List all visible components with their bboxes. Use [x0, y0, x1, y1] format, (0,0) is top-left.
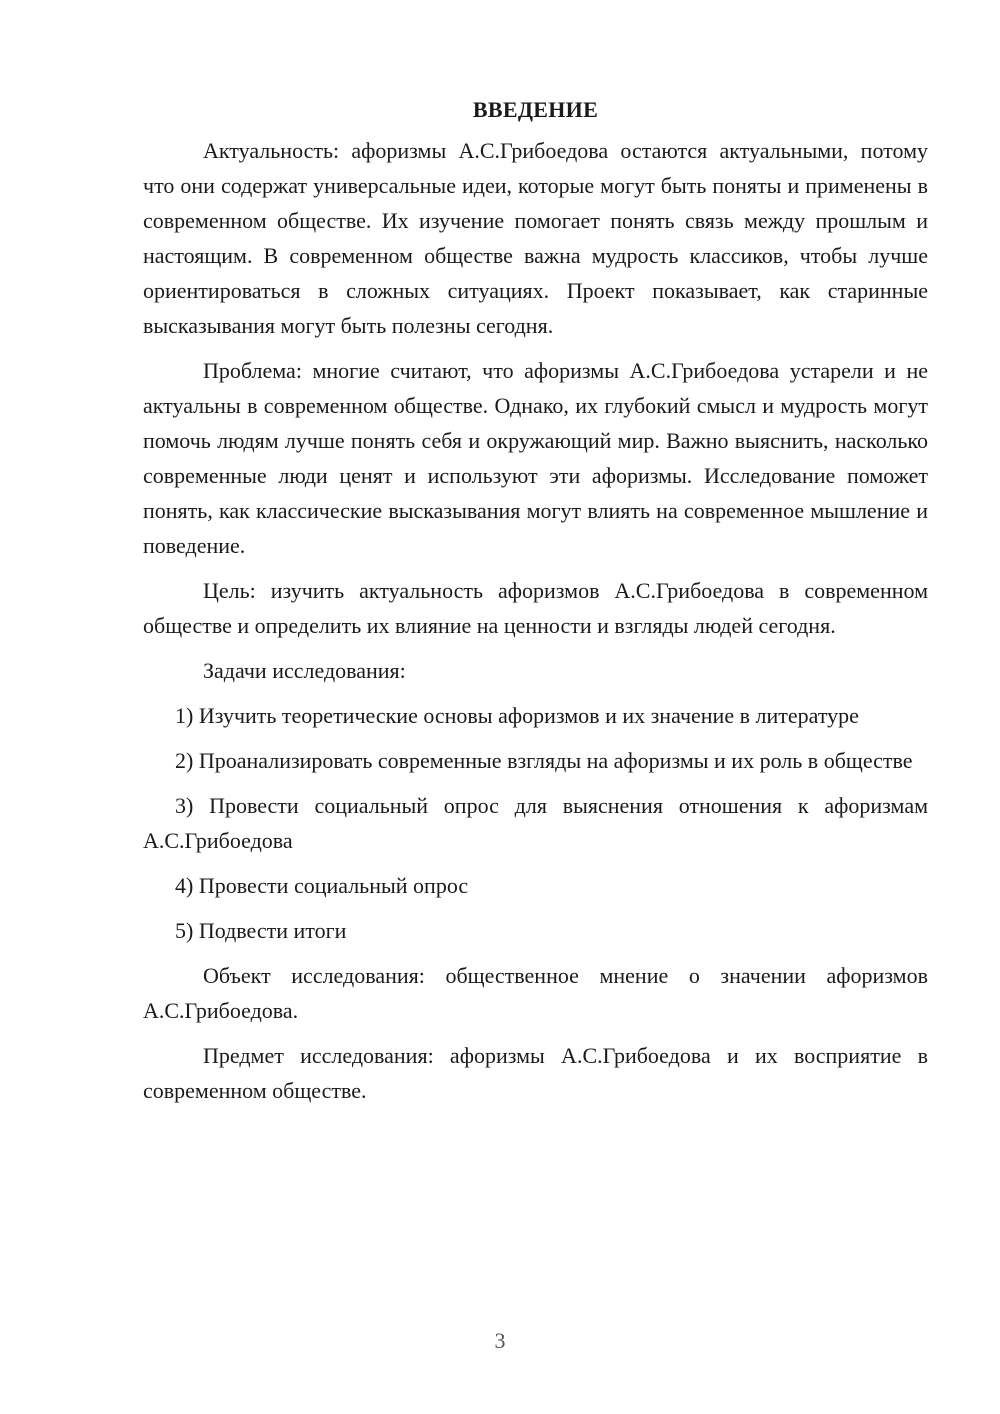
task-item: 1) Изучить теоретические основы афоризмов и их значение в литературе — [175, 703, 859, 728]
relevance-paragraph: Актуальность: афоризмы А.С.Грибоедова остаются актуальными, потому что они содержат универсальные идеи, которые могут быть поняты и применены в современном обществе. Их изучение помогает понять связь между прошлым и настоящим. В современном обществе важна мудрость классиков, чтобы лучше ориентироваться в сложных ситуациях. Проект показывает, как старинные высказывания могут быть полезны сегодня. — [143, 138, 928, 338]
task-item: 3) Провести социальный опрос для выяснения отношения к афоризмам А.С.Грибоедова — [143, 793, 928, 853]
subject-paragraph: Предмет исследования: афоризмы А.С.Грибоедова и их восприятие в современном обществе. — [143, 1043, 928, 1103]
task-item: 5) Подвести итоги — [175, 918, 347, 943]
task-item: 4) Провести социальный опрос — [175, 873, 469, 898]
tasks-heading: Задачи исследования: — [203, 658, 406, 683]
page-number: 3 — [494, 1328, 506, 1353]
object-paragraph: Объект исследования: общественное мнение о значении афоризмов А.С.Грибоедова. — [143, 963, 928, 1023]
goal-paragraph: Цель: изучить актуальность афоризмов А.С.Грибоедова в современном обществе и определить их влияние на ценности и взгляды людей сегодня. — [143, 578, 928, 638]
section-heading: ВВЕДЕНИЕ — [472, 97, 599, 122]
document-page — [143, 92, 928, 1118]
task-item: 2) Проанализировать современные взгляды на афоризмы и их роль в обществе — [175, 748, 913, 773]
problem-paragraph: Проблема: многие считают, что афоризмы А.С.Грибоедова устарели и не актуальны в современном обществе. Однако, их глубокий смысл и мудрость могут помочь людям лучше понять себя и окружающий мир. Важно выяснить, насколько современные люди ценят и используют эти афоризмы. Исследование поможет понять, как классические высказывания могут влиять на современное мышление и поведение. — [143, 358, 928, 558]
